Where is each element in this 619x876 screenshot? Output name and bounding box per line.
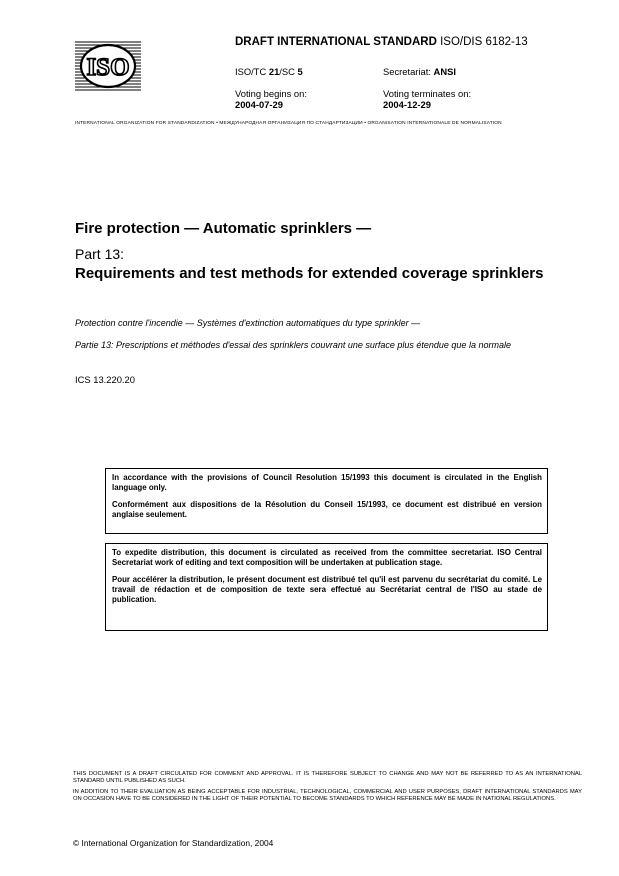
doc-number: ISO/DIS 6182-13 — [440, 36, 528, 48]
french-part-title: Partie 13: Prescriptions et méthodes d'essai des sprinklers couvrant une surface plus étendue que la normale — [75, 340, 511, 350]
notice-text-en: In accordance with the provisions of Council Resolution 15/1993 this document is circulated in the English language only. — [112, 473, 542, 492]
voting-ends-label: Voting terminates on: — [383, 88, 472, 99]
part-label: Part 13: — [75, 246, 125, 262]
voting-begins-date: 2004-07-29 — [235, 99, 283, 110]
draft-disclaimer — [73, 771, 582, 804]
notice-text-fr: Pour accélérer la distribution, le présent document est distribué tel qu'il est parvenu du secrétariat du comité. Le travail de rédaction et de composition de texte sera effectué au Secrétariat central de l'ISO au stade de publication. — [112, 575, 542, 604]
doc-type: DRAFT INTERNATIONAL STANDARD — [235, 36, 437, 48]
notice-text-fr: Conformément aux dispositions de la Résolution du Conseil 15/1993, ce document est distribué en version anglaise seulement. — [112, 500, 542, 519]
distribution-notice-box — [105, 543, 548, 631]
language-notice-box — [105, 468, 548, 534]
copyright-notice: © International Organization for Standardization, 2004 — [73, 838, 274, 848]
voting-ends-date: 2004-12-29 — [383, 99, 431, 110]
disclaimer-paragraph: IN ADDITION TO THEIR EVALUATION AS BEING ACCEPTABLE FOR INDUSTRIAL, TECHNOLOGICAL, COMMERCIAL AND USER PURPOSES, DRAFT INTERNATIONAL STANDARDS MAY ON OCCASION HAVE TO BE CONSIDERED IN THE LIGHT OF THEIR POTENTIAL TO BECOME STANDARDS TO WHICH REFERENCE MAY BE MADE IN NATIONAL REGULATIONS. — [73, 788, 582, 803]
part-title: Requirements and test methods for extended coverage sprinklers — [75, 265, 544, 282]
document-heading — [235, 36, 528, 48]
french-title: Protection contre l'incendie — Systèmes d'extinction automatiques du type sprinkler — — [75, 318, 421, 328]
main-title: Fire protection — Automatic sprinklers — — [75, 220, 372, 237]
iso-logo — [75, 40, 141, 92]
voting-begins-label: Voting begins on: — [235, 88, 307, 99]
notice-text-en: To expedite distribution, this document is circulated as received from the committee secretariat. ISO Central Secretariat work of editing and text composition will be undertaken at publication stage. — [112, 548, 542, 567]
committee-ref: ISO/TC 21/SC 5 — [235, 66, 303, 77]
secretariat: Secretariat: ANSI — [383, 66, 456, 77]
iso-logo-text: ISO — [86, 54, 130, 81]
ics-code: ICS 13.220.20 — [75, 374, 135, 385]
disclaimer-paragraph: THIS DOCUMENT IS A DRAFT CIRCULATED FOR COMMENT AND APPROVAL. IT IS THEREFORE SUBJECT TO CHANGE AND MAY NOT BE REFERRED TO AS AN INTERNATIONAL STANDARD UNTIL PUBLISHED AS SUCH. — [73, 771, 582, 785]
organization-line: INTERNATIONAL ORGANIZATION FOR STANDARDIZATION • МЕЖДУНАРОДНАЯ ОРГАНИЗАЦИЯ ПО СТАНДАРТИЗАЦИИ • ORGANISATION INTERNATIONALE DE NORMALISATION — [75, 121, 502, 126]
